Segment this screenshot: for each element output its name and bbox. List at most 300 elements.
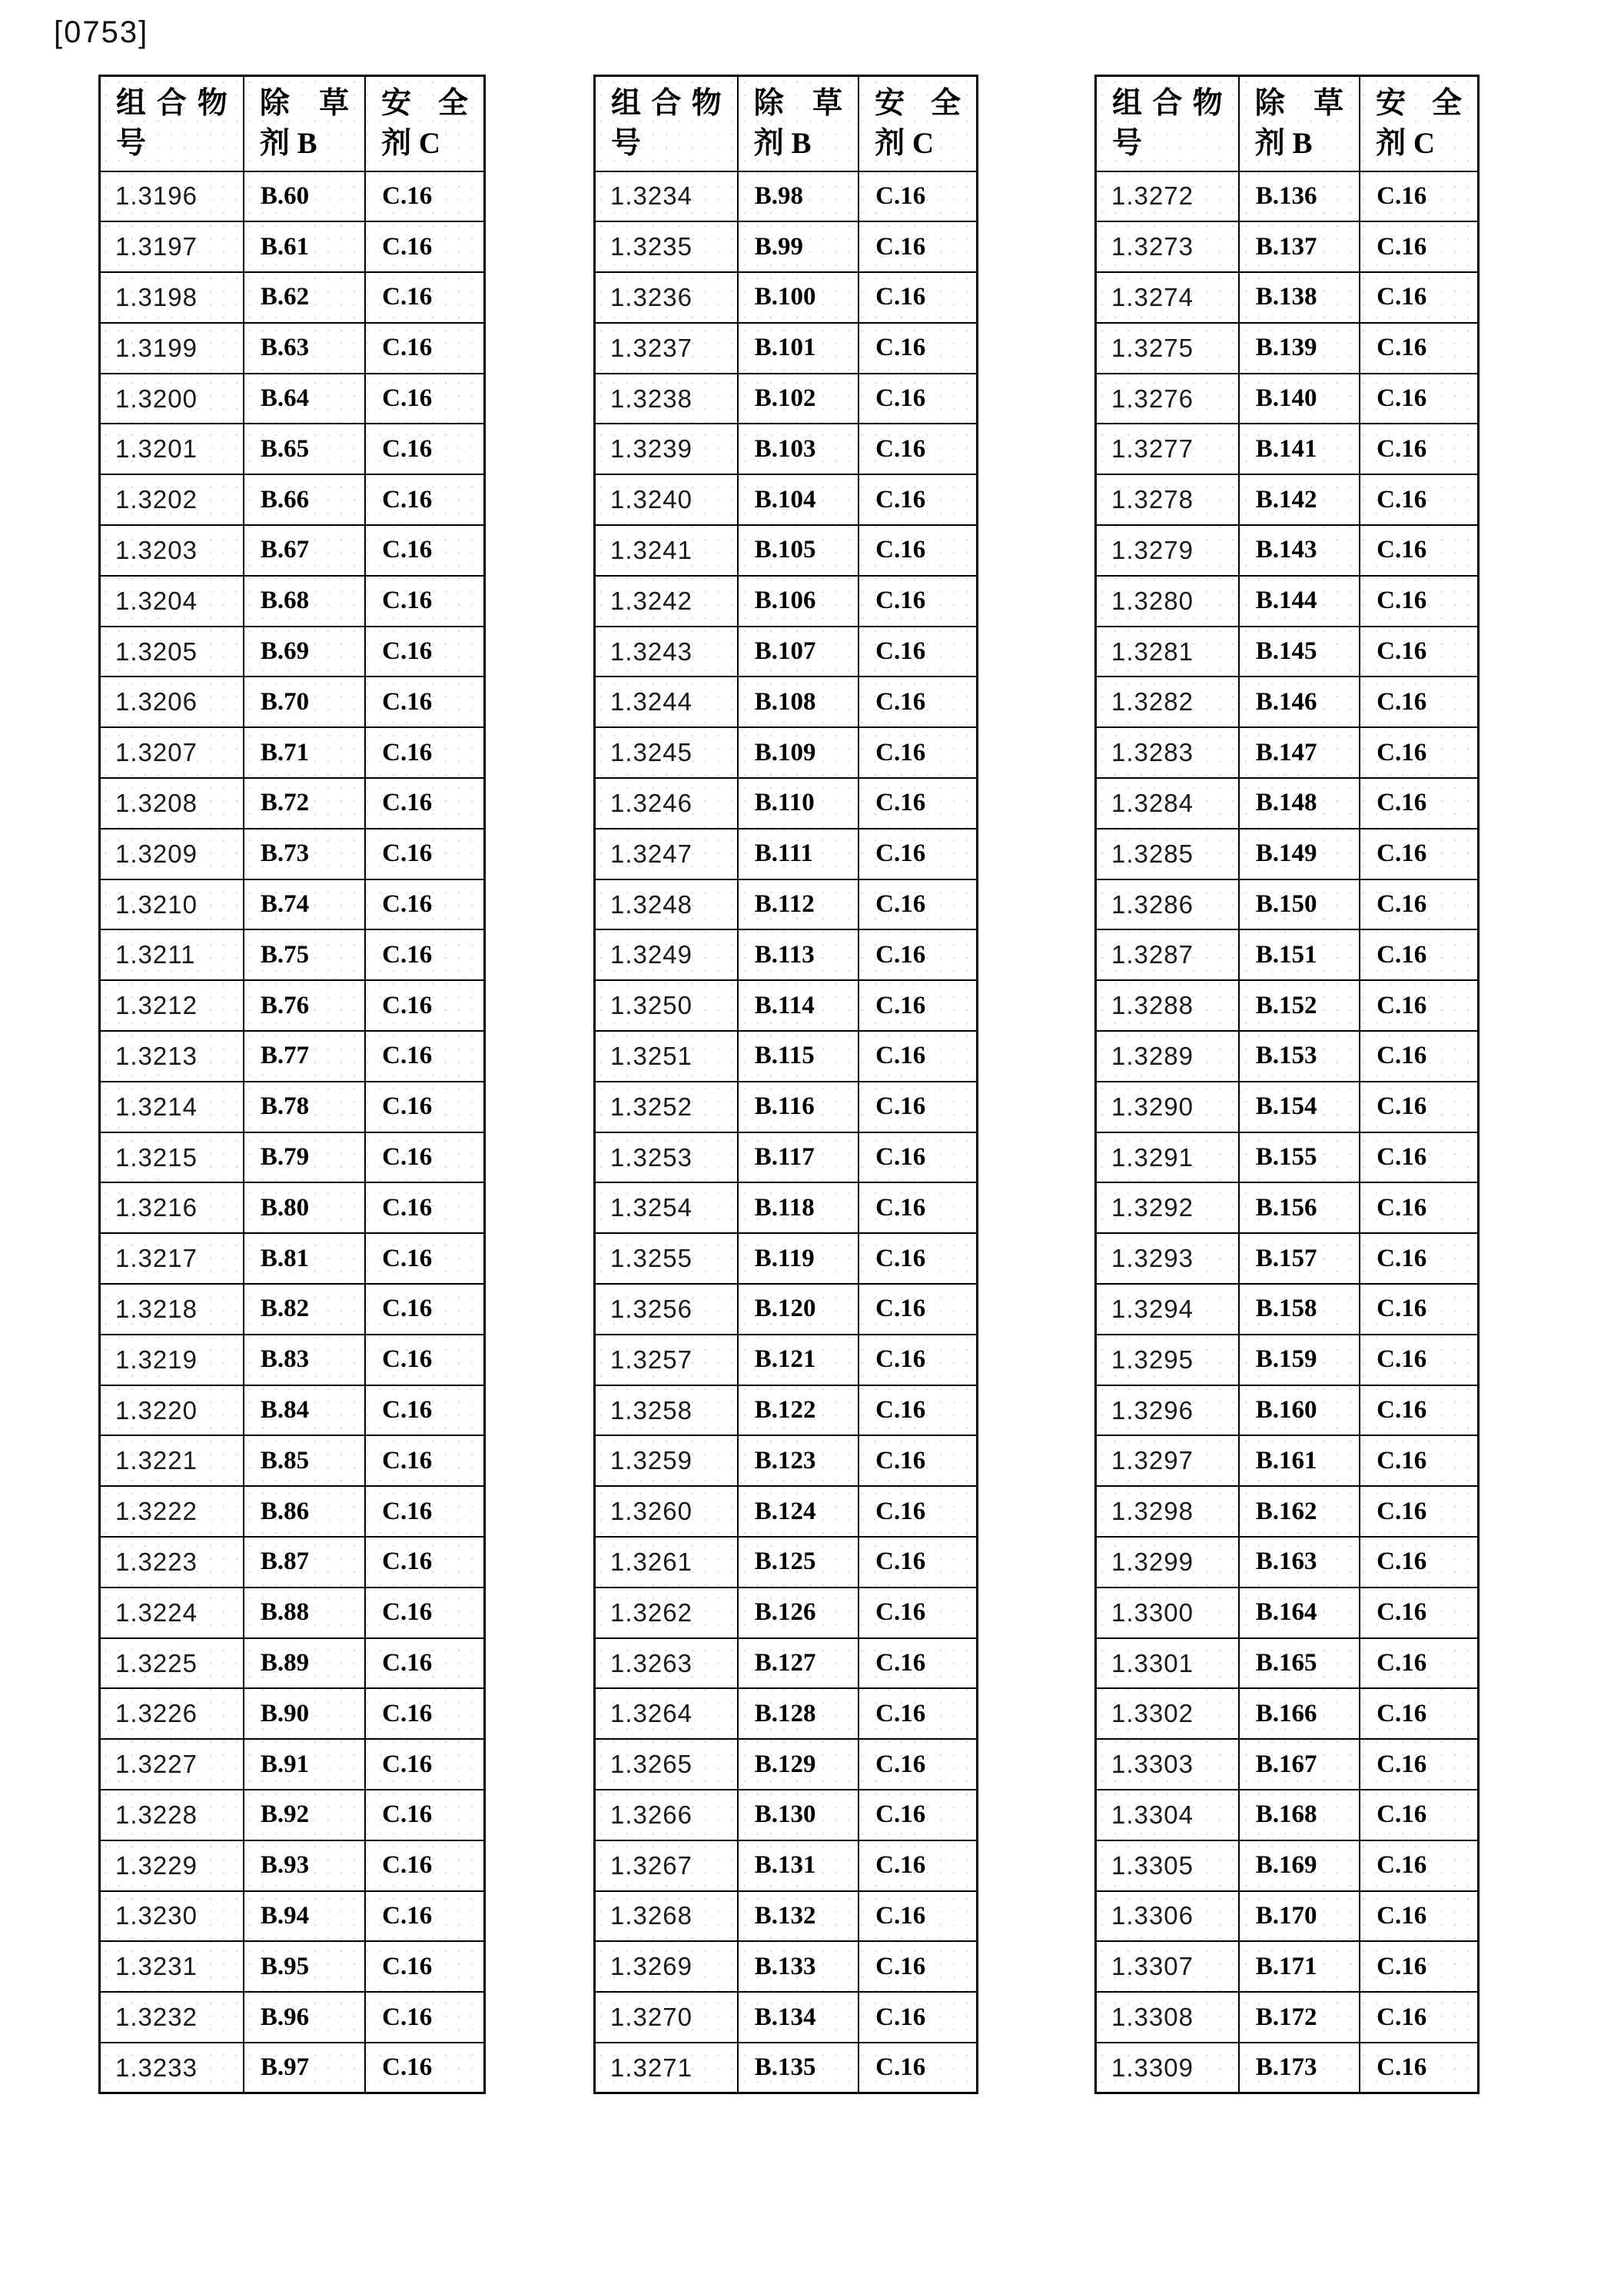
table-row — [1096, 1941, 1479, 1992]
composition-id-cell: 1.3230 — [100, 1891, 244, 1942]
safener-c-cell: C.16 — [858, 1537, 977, 1588]
table-row — [100, 1537, 485, 1588]
composition-id-cell: 1.3265 — [595, 1739, 738, 1790]
safener-c-cell: C.16 — [365, 1992, 484, 2043]
safener-c-cell: C.16 — [1360, 474, 1478, 525]
table-row — [595, 1031, 978, 1082]
composition-id-cell: 1.3276 — [1096, 374, 1239, 424]
herbicide-b-cell: B.108 — [738, 677, 858, 727]
table-row — [100, 1284, 485, 1335]
composition-id-cell: 1.3291 — [1096, 1132, 1239, 1183]
header-line: 剂 B — [753, 126, 812, 160]
composition-id-cell: 1.3273 — [1096, 221, 1239, 272]
table-row — [100, 1385, 485, 1436]
table-row — [595, 1638, 978, 1689]
safener-c-cell: C.16 — [365, 1385, 484, 1436]
safener-c-cell: C.16 — [365, 323, 484, 374]
composition-id-cell: 1.3249 — [595, 929, 738, 980]
composition-id-cell: 1.3263 — [595, 1638, 738, 1689]
herbicide-b-cell: B.135 — [738, 2043, 858, 2093]
herbicide-b-cell: B.84 — [244, 1385, 365, 1436]
header-line: 组合物 — [116, 87, 227, 121]
herbicide-b-cell: B.146 — [1239, 677, 1360, 727]
table-body — [595, 171, 978, 2093]
composition-id-cell: 1.3224 — [100, 1588, 244, 1638]
composition-id-cell: 1.3210 — [100, 879, 244, 930]
herbicide-b-cell: B.130 — [738, 1790, 858, 1840]
safener-c-cell: C.16 — [858, 323, 977, 374]
safener-c-cell: C.16 — [365, 1688, 484, 1739]
safener-c-cell: C.16 — [365, 1233, 484, 1284]
safener-c-cell: C.16 — [1360, 1739, 1478, 1790]
herbicide-b-cell: B.92 — [244, 1790, 365, 1840]
composition-table-1 — [98, 75, 486, 2094]
herbicide-b-cell: B.67 — [244, 525, 365, 576]
table-row — [1096, 1688, 1479, 1739]
composition-id-cell: 1.3226 — [100, 1688, 244, 1739]
table-row — [595, 2043, 978, 2093]
composition-id-cell: 1.3306 — [1096, 1891, 1239, 1942]
table-header — [100, 76, 485, 171]
safener-c-cell: C.16 — [1360, 1435, 1478, 1486]
safener-c-cell: C.16 — [858, 1435, 977, 1486]
composition-id-cell: 1.3251 — [595, 1031, 738, 1082]
header-safener-c — [1360, 76, 1478, 171]
safener-c-cell: C.16 — [1360, 829, 1478, 879]
table-row — [100, 1840, 485, 1891]
safener-c-cell: C.16 — [365, 1435, 484, 1486]
composition-id-cell: 1.3259 — [595, 1435, 738, 1486]
herbicide-b-cell: B.164 — [1239, 1588, 1360, 1638]
composition-id-cell: 1.3297 — [1096, 1435, 1239, 1486]
composition-id-cell: 1.3308 — [1096, 1992, 1239, 2043]
composition-id-cell: 1.3275 — [1096, 323, 1239, 374]
safener-c-cell: C.16 — [1360, 727, 1478, 778]
table-row — [100, 829, 485, 879]
safener-c-cell: C.16 — [1360, 1992, 1478, 2043]
herbicide-b-cell: B.159 — [1239, 1335, 1360, 1385]
table-row — [595, 1739, 978, 1790]
safener-c-cell: C.16 — [858, 929, 977, 980]
table-row — [1096, 1638, 1479, 1689]
composition-table-3 — [1094, 75, 1480, 2094]
herbicide-b-cell: B.117 — [738, 1132, 858, 1183]
table-row — [595, 323, 978, 374]
safener-c-cell: C.16 — [365, 1082, 484, 1132]
table-row — [1096, 221, 1479, 272]
header-herbicide-b — [738, 76, 858, 171]
composition-id-cell: 1.3255 — [595, 1233, 738, 1284]
composition-id-cell: 1.3254 — [595, 1182, 738, 1233]
composition-id-cell: 1.3215 — [100, 1132, 244, 1183]
table-row — [595, 171, 978, 222]
safener-c-cell: C.16 — [1360, 1132, 1478, 1183]
herbicide-b-cell: B.153 — [1239, 1031, 1360, 1082]
safener-c-cell: C.16 — [365, 879, 484, 930]
safener-c-cell: C.16 — [858, 1284, 977, 1335]
safener-c-cell: C.16 — [1360, 1082, 1478, 1132]
composition-id-cell: 1.3204 — [100, 576, 244, 627]
herbicide-b-cell: B.81 — [244, 1233, 365, 1284]
safener-c-cell: C.16 — [858, 1790, 977, 1840]
header-safener-c — [365, 76, 484, 171]
herbicide-b-cell: B.96 — [244, 1992, 365, 2043]
herbicide-b-cell: B.62 — [244, 272, 365, 323]
table-row — [100, 424, 485, 474]
herbicide-b-cell: B.65 — [244, 424, 365, 474]
header-herbicide-b — [244, 76, 365, 171]
herbicide-b-cell: B.165 — [1239, 1638, 1360, 1689]
composition-id-cell: 1.3199 — [100, 323, 244, 374]
herbicide-b-cell: B.172 — [1239, 1992, 1360, 2043]
herbicide-b-cell: B.120 — [738, 1284, 858, 1335]
composition-id-cell: 1.3290 — [1096, 1082, 1239, 1132]
safener-c-cell: C.16 — [365, 1840, 484, 1891]
herbicide-b-cell: B.155 — [1239, 1132, 1360, 1183]
composition-id-cell: 1.3222 — [100, 1486, 244, 1537]
herbicide-b-cell: B.133 — [738, 1941, 858, 1992]
composition-id-cell: 1.3267 — [595, 1840, 738, 1891]
safener-c-cell: C.16 — [365, 1031, 484, 1082]
table-row — [1096, 374, 1479, 424]
composition-id-cell: 1.3229 — [100, 1840, 244, 1891]
composition-id-cell: 1.3287 — [1096, 929, 1239, 980]
table-row — [100, 879, 485, 930]
herbicide-b-cell: B.80 — [244, 1182, 365, 1233]
composition-id-cell: 1.3241 — [595, 525, 738, 576]
safener-c-cell: C.16 — [1360, 424, 1478, 474]
composition-id-cell: 1.3225 — [100, 1638, 244, 1689]
header-composition-number — [100, 76, 244, 171]
composition-id-cell: 1.3223 — [100, 1537, 244, 1588]
composition-id-cell: 1.3298 — [1096, 1486, 1239, 1537]
herbicide-b-cell: B.104 — [738, 474, 858, 525]
composition-id-cell: 1.3282 — [1096, 677, 1239, 727]
composition-table-2 — [593, 75, 978, 2094]
composition-id-cell: 1.3217 — [100, 1233, 244, 1284]
composition-id-cell: 1.3283 — [1096, 727, 1239, 778]
herbicide-b-cell: B.115 — [738, 1031, 858, 1082]
herbicide-b-cell: B.156 — [1239, 1182, 1360, 1233]
table-row — [595, 1992, 978, 2043]
header-line: 剂 B — [1254, 126, 1313, 160]
composition-id-cell: 1.3293 — [1096, 1233, 1239, 1284]
composition-id-cell: 1.3288 — [1096, 980, 1239, 1031]
header-line: 号 — [611, 126, 642, 160]
herbicide-b-cell: B.121 — [738, 1335, 858, 1385]
herbicide-b-cell: B.168 — [1239, 1790, 1360, 1840]
herbicide-b-cell: B.169 — [1239, 1840, 1360, 1891]
herbicide-b-cell: B.107 — [738, 627, 858, 677]
table-row — [595, 778, 978, 829]
composition-id-cell: 1.3219 — [100, 1335, 244, 1385]
herbicide-b-cell: B.160 — [1239, 1385, 1360, 1436]
composition-id-cell: 1.3207 — [100, 727, 244, 778]
table-row — [595, 1537, 978, 1588]
herbicide-b-cell: B.76 — [244, 980, 365, 1031]
safener-c-cell: C.16 — [365, 980, 484, 1031]
herbicide-b-cell: B.88 — [244, 1588, 365, 1638]
table-row — [100, 1688, 485, 1739]
composition-id-cell: 1.3214 — [100, 1082, 244, 1132]
table-row — [1096, 1739, 1479, 1790]
safener-c-cell: C.16 — [858, 1233, 977, 1284]
safener-c-cell: C.16 — [858, 727, 977, 778]
table-row — [1096, 677, 1479, 727]
herbicide-b-cell: B.72 — [244, 778, 365, 829]
table-row — [595, 576, 978, 627]
safener-c-cell: C.16 — [858, 1588, 977, 1638]
herbicide-b-cell: B.77 — [244, 1031, 365, 1082]
safener-c-cell: C.16 — [1360, 525, 1478, 576]
herbicide-b-cell: B.132 — [738, 1891, 858, 1942]
header-row — [595, 76, 978, 171]
composition-id-cell: 1.3305 — [1096, 1840, 1239, 1891]
table-row — [1096, 879, 1479, 930]
composition-id-cell: 1.3309 — [1096, 2043, 1239, 2093]
herbicide-b-cell: B.73 — [244, 829, 365, 879]
herbicide-b-cell: B.157 — [1239, 1233, 1360, 1284]
herbicide-b-cell: B.158 — [1239, 1284, 1360, 1335]
composition-id-cell: 1.3206 — [100, 677, 244, 727]
herbicide-b-cell: B.101 — [738, 323, 858, 374]
herbicide-b-cell: B.94 — [244, 1891, 365, 1942]
table-row — [100, 1891, 485, 1942]
composition-id-cell: 1.3240 — [595, 474, 738, 525]
herbicide-b-cell: B.154 — [1239, 1082, 1360, 1132]
composition-id-cell: 1.3289 — [1096, 1031, 1239, 1082]
herbicide-b-cell: B.93 — [244, 1840, 365, 1891]
herbicide-b-cell: B.69 — [244, 627, 365, 677]
herbicide-b-cell: B.163 — [1239, 1537, 1360, 1588]
safener-c-cell: C.16 — [858, 1891, 977, 1942]
composition-id-cell: 1.3281 — [1096, 627, 1239, 677]
table-row — [100, 1182, 485, 1233]
composition-id-cell: 1.3277 — [1096, 424, 1239, 474]
composition-id-cell: 1.3284 — [1096, 778, 1239, 829]
safener-c-cell: C.16 — [858, 272, 977, 323]
herbicide-b-cell: B.86 — [244, 1486, 365, 1537]
table-row — [1096, 1132, 1479, 1183]
table-row — [1096, 424, 1479, 474]
safener-c-cell: C.16 — [858, 1132, 977, 1183]
safener-c-cell: C.16 — [858, 576, 977, 627]
herbicide-b-cell: B.124 — [738, 1486, 858, 1537]
composition-id-cell: 1.3253 — [595, 1132, 738, 1183]
table-row — [1096, 980, 1479, 1031]
safener-c-cell: C.16 — [365, 1941, 484, 1992]
composition-id-cell: 1.3197 — [100, 221, 244, 272]
herbicide-b-cell: B.149 — [1239, 829, 1360, 879]
composition-id-cell: 1.3250 — [595, 980, 738, 1031]
table-row — [100, 1588, 485, 1638]
herbicide-b-cell: B.162 — [1239, 1486, 1360, 1537]
table-row — [1096, 1335, 1479, 1385]
safener-c-cell: C.16 — [365, 2043, 484, 2093]
herbicide-b-cell: B.71 — [244, 727, 365, 778]
composition-id-cell: 1.3307 — [1096, 1941, 1239, 1992]
table-body — [100, 171, 485, 2093]
herbicide-b-cell: B.61 — [244, 221, 365, 272]
header-line: 剂 B — [259, 126, 317, 160]
herbicide-b-cell: B.136 — [1239, 171, 1360, 222]
safener-c-cell: C.16 — [1360, 879, 1478, 930]
safener-c-cell: C.16 — [858, 525, 977, 576]
composition-id-cell: 1.3266 — [595, 1790, 738, 1840]
safener-c-cell: C.16 — [1360, 1688, 1478, 1739]
safener-c-cell: C.16 — [1360, 1790, 1478, 1840]
table-row — [1096, 576, 1479, 627]
table-row — [100, 727, 485, 778]
table-row — [595, 424, 978, 474]
safener-c-cell: C.16 — [1360, 1335, 1478, 1385]
safener-c-cell: C.16 — [1360, 1182, 1478, 1233]
herbicide-b-cell: B.95 — [244, 1941, 365, 1992]
herbicide-b-cell: B.102 — [738, 374, 858, 424]
table-row — [595, 1790, 978, 1840]
herbicide-b-cell: B.97 — [244, 2043, 365, 2093]
safener-c-cell: C.16 — [858, 879, 977, 930]
composition-id-cell: 1.3269 — [595, 1941, 738, 1992]
herbicide-b-cell: B.122 — [738, 1385, 858, 1436]
table-row — [100, 1031, 485, 1082]
table-row — [100, 1082, 485, 1132]
herbicide-b-cell: B.161 — [1239, 1435, 1360, 1486]
safener-c-cell: C.16 — [858, 1739, 977, 1790]
table-row — [1096, 1435, 1479, 1486]
composition-id-cell: 1.3227 — [100, 1739, 244, 1790]
herbicide-b-cell: B.147 — [1239, 727, 1360, 778]
composition-id-cell: 1.3201 — [100, 424, 244, 474]
safener-c-cell: C.16 — [858, 1688, 977, 1739]
safener-c-cell: C.16 — [858, 171, 977, 222]
composition-id-cell: 1.3212 — [100, 980, 244, 1031]
table-row — [595, 474, 978, 525]
composition-id-cell: 1.3274 — [1096, 272, 1239, 323]
table-row — [100, 1790, 485, 1840]
herbicide-b-cell: B.126 — [738, 1588, 858, 1638]
table-row — [1096, 525, 1479, 576]
safener-c-cell: C.16 — [1360, 323, 1478, 374]
herbicide-b-cell: B.137 — [1239, 221, 1360, 272]
herbicide-b-cell: B.114 — [738, 980, 858, 1031]
safener-c-cell: C.16 — [1360, 1537, 1478, 1588]
header-line: 除草 — [259, 87, 350, 121]
header-line: 除草 — [1254, 87, 1344, 121]
herbicide-b-cell: B.141 — [1239, 424, 1360, 474]
table-row — [595, 1435, 978, 1486]
header-line: 安全 — [875, 87, 961, 121]
composition-id-cell: 1.3202 — [100, 474, 244, 525]
composition-id-cell: 1.3200 — [100, 374, 244, 424]
composition-id-cell: 1.3235 — [595, 221, 738, 272]
safener-c-cell: C.16 — [1360, 1385, 1478, 1436]
safener-c-cell: C.16 — [1360, 1284, 1478, 1335]
table-row — [100, 1435, 485, 1486]
header-line: 除草 — [753, 87, 843, 121]
safener-c-cell: C.16 — [1360, 221, 1478, 272]
herbicide-b-cell: B.118 — [738, 1182, 858, 1233]
composition-id-cell: 1.3208 — [100, 778, 244, 829]
herbicide-b-cell: B.111 — [738, 829, 858, 879]
safener-c-cell: C.16 — [365, 525, 484, 576]
header-safener-c — [858, 76, 977, 171]
safener-c-cell: C.16 — [858, 980, 977, 1031]
header-composition-number — [1096, 76, 1239, 171]
table-row — [595, 677, 978, 727]
composition-id-cell: 1.3257 — [595, 1335, 738, 1385]
safener-c-cell: C.16 — [1360, 1941, 1478, 1992]
herbicide-b-cell: B.112 — [738, 879, 858, 930]
header-line: 安全 — [381, 87, 468, 121]
table-row — [1096, 929, 1479, 980]
composition-id-cell: 1.3272 — [1096, 171, 1239, 222]
herbicide-b-cell: B.99 — [738, 221, 858, 272]
composition-id-cell: 1.3221 — [100, 1435, 244, 1486]
safener-c-cell: C.16 — [1360, 374, 1478, 424]
table-row — [595, 1486, 978, 1537]
table-row — [100, 474, 485, 525]
herbicide-b-cell: B.66 — [244, 474, 365, 525]
composition-id-cell: 1.3234 — [595, 171, 738, 222]
table-row — [100, 2043, 485, 2093]
composition-id-cell: 1.3246 — [595, 778, 738, 829]
herbicide-b-cell: B.110 — [738, 778, 858, 829]
table-header — [595, 76, 978, 171]
safener-c-cell: C.16 — [365, 1284, 484, 1335]
herbicide-b-cell: B.109 — [738, 727, 858, 778]
header-line: 组合物 — [611, 87, 722, 121]
composition-id-cell: 1.3301 — [1096, 1638, 1239, 1689]
table-row — [100, 1992, 485, 2043]
composition-id-cell: 1.3294 — [1096, 1284, 1239, 1335]
table-row — [595, 1132, 978, 1183]
table-row — [595, 374, 978, 424]
table-row — [1096, 1891, 1479, 1942]
composition-id-cell: 1.3261 — [595, 1537, 738, 1588]
herbicide-b-cell: B.113 — [738, 929, 858, 980]
safener-c-cell: C.16 — [365, 374, 484, 424]
table-row — [595, 1941, 978, 1992]
composition-id-cell: 1.3296 — [1096, 1385, 1239, 1436]
table-row — [595, 727, 978, 778]
table-row — [595, 829, 978, 879]
safener-c-cell: C.16 — [365, 474, 484, 525]
table-row — [100, 323, 485, 374]
table-row — [1096, 727, 1479, 778]
table-row — [100, 1335, 485, 1385]
safener-c-cell: C.16 — [365, 221, 484, 272]
table-row — [595, 272, 978, 323]
header-line: 号 — [116, 126, 147, 160]
header-row — [100, 76, 485, 171]
herbicide-b-cell: B.103 — [738, 424, 858, 474]
table-row — [595, 1284, 978, 1335]
table-row — [100, 677, 485, 727]
table-row — [100, 1233, 485, 1284]
table-row — [100, 1638, 485, 1689]
safener-c-cell: C.16 — [858, 1941, 977, 1992]
header-line: 剂 C — [381, 126, 441, 160]
safener-c-cell: C.16 — [365, 1790, 484, 1840]
composition-id-cell: 1.3243 — [595, 627, 738, 677]
herbicide-b-cell: B.150 — [1239, 879, 1360, 930]
table-row — [595, 1891, 978, 1942]
composition-id-cell: 1.3286 — [1096, 879, 1239, 930]
composition-id-cell: 1.3285 — [1096, 829, 1239, 879]
table-row — [595, 1688, 978, 1739]
herbicide-b-cell: B.89 — [244, 1638, 365, 1689]
